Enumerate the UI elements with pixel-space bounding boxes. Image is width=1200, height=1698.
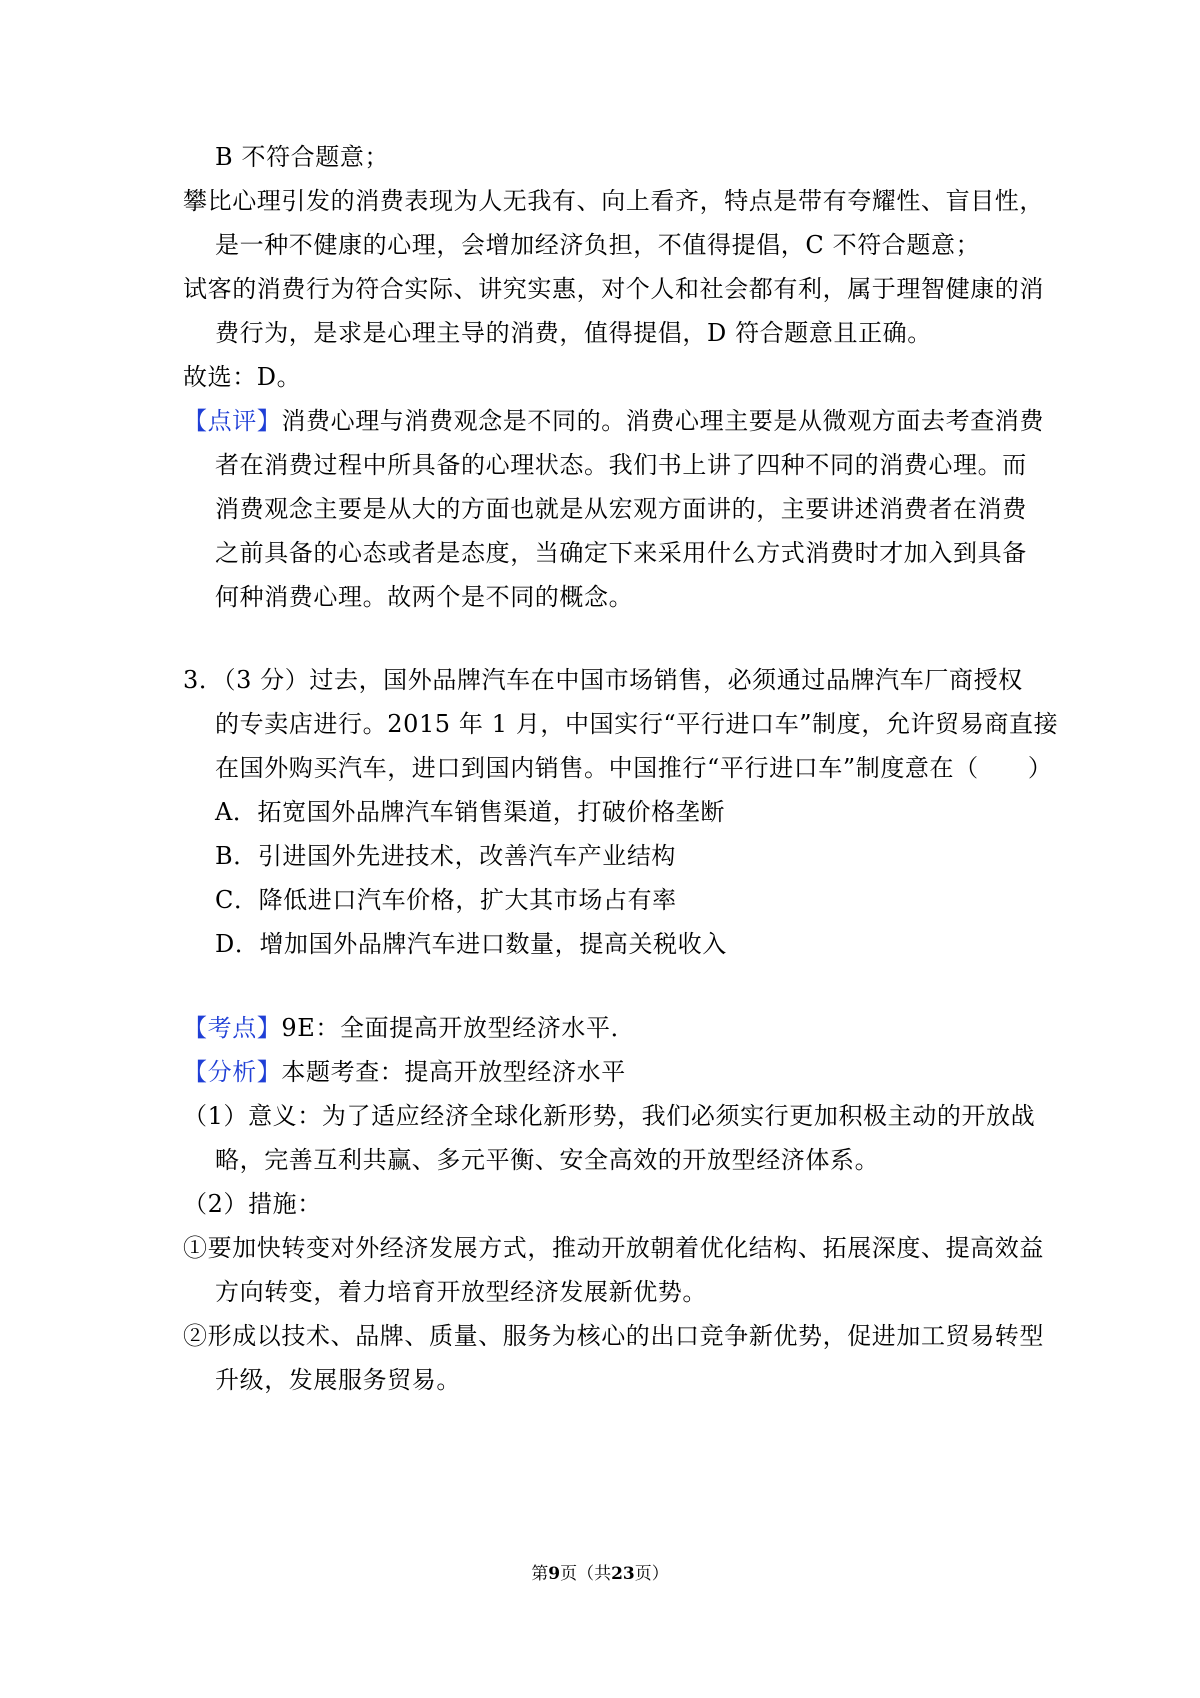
comment-line-3: 消费观念主要是从大的方面也就是从宏观方面讲的，主要讲述消费者在消费 bbox=[215, 495, 1027, 523]
footer-prefix: 第 bbox=[531, 1564, 549, 1584]
kaodian-line bbox=[183, 1013, 635, 1043]
question-line-2: 的专卖店进行。2015 年 1 月，中国实行“平行进口车”制度，允许贸易商直接 bbox=[215, 710, 1059, 738]
analysis-line-1: （1）意义：为了适应经济全球化新形势，我们必须实行更加积极主动的开放战 bbox=[183, 1102, 1036, 1130]
page-footer bbox=[0, 1563, 1200, 1585]
answer-line-c-2: 是一种不健康的心理，会增加经济负担，不值得提倡，C 不符合题意； bbox=[215, 231, 981, 259]
answer-line-d-1: 试客的消费行为符合实际、讲究实惠，对个人和社会都有利，属于理智健康的消 bbox=[183, 275, 1044, 303]
comment-first-line bbox=[183, 406, 1044, 436]
analysis-line-5: 方向转变，着力培育开放型经济发展新优势。 bbox=[215, 1278, 707, 1306]
option-c: C．降低进口汽车价格，扩大其市场占有率 bbox=[215, 886, 677, 914]
footer-suffix: 页） bbox=[634, 1564, 669, 1584]
answer-choice-line: 故选：D。 bbox=[183, 363, 302, 391]
analysis-line-4: ①要加快转变对外经济发展方式，推动开放朝着优化结构、拓展深度、提高效益 bbox=[183, 1234, 1044, 1262]
analysis-line-3: （2）措施： bbox=[183, 1190, 322, 1218]
question-first-line: 3．（3 分）过去，国外品牌汽车在中国市场销售，必须通过品牌汽车厂商授权 bbox=[183, 666, 1023, 694]
comment-line-2: 者在消费过程中所具备的心理状态。我们书上讲了四种不同的消费心理。而 bbox=[215, 451, 1027, 479]
option-a: A．拓宽国外品牌汽车销售渠道，打破价格垄断 bbox=[215, 798, 725, 826]
fenxi-text: 本题考查：提高开放型经济水平 bbox=[281, 1058, 626, 1086]
kaodian-tag: 【考点】 bbox=[183, 1014, 282, 1042]
analysis-line-6: ②形成以技术、品牌、质量、服务为核心的出口竞争新优势，促进加工贸易转型 bbox=[183, 1322, 1044, 1350]
answer-line-c-1: 攀比心理引发的消费表现为人无我有、向上看齐，特点是带有夸耀性、盲目性， bbox=[183, 187, 1044, 215]
kaodian-text: 9E：全面提高开放型经济水平． bbox=[281, 1014, 636, 1042]
footer-page-number: 9 bbox=[548, 1564, 561, 1584]
option-b: B．引进国外先进技术，改善汽车产业结构 bbox=[215, 842, 677, 870]
analysis-line-2: 略，完善互利共赢、多元平衡、安全高效的开放型经济体系。 bbox=[215, 1146, 880, 1174]
fenxi-line bbox=[183, 1057, 626, 1087]
answer-line-b: B 不符合题意； bbox=[215, 143, 390, 171]
footer-total-pages: 23 bbox=[611, 1564, 635, 1584]
question-line-3: 在国外购买汽车，进口到国内销售。中国推行“平行进口车”制度意在（ ） bbox=[215, 754, 1053, 782]
comment-tag: 【点评】 bbox=[183, 407, 282, 435]
comment-text: 消费心理与消费观念是不同的。消费心理主要是从微观方面去考查消费 bbox=[281, 407, 1045, 435]
comment-line-4: 之前具备的心态或者是态度，当确定下来采用什么方式消费时才加入到具备 bbox=[215, 539, 1027, 567]
analysis-line-7: 升级，发展服务贸易。 bbox=[215, 1366, 461, 1394]
comment-line-5: 何种消费心理。故两个是不同的概念。 bbox=[215, 583, 634, 611]
answer-line-d-2: 费行为，是求是心理主导的消费，值得提倡，D 符合题意且正确。 bbox=[215, 319, 932, 347]
fenxi-tag: 【分析】 bbox=[183, 1058, 282, 1086]
option-d: D．增加国外品牌汽车进口数量，提高关税收入 bbox=[215, 930, 727, 958]
footer-middle: 页（共 bbox=[560, 1564, 612, 1584]
